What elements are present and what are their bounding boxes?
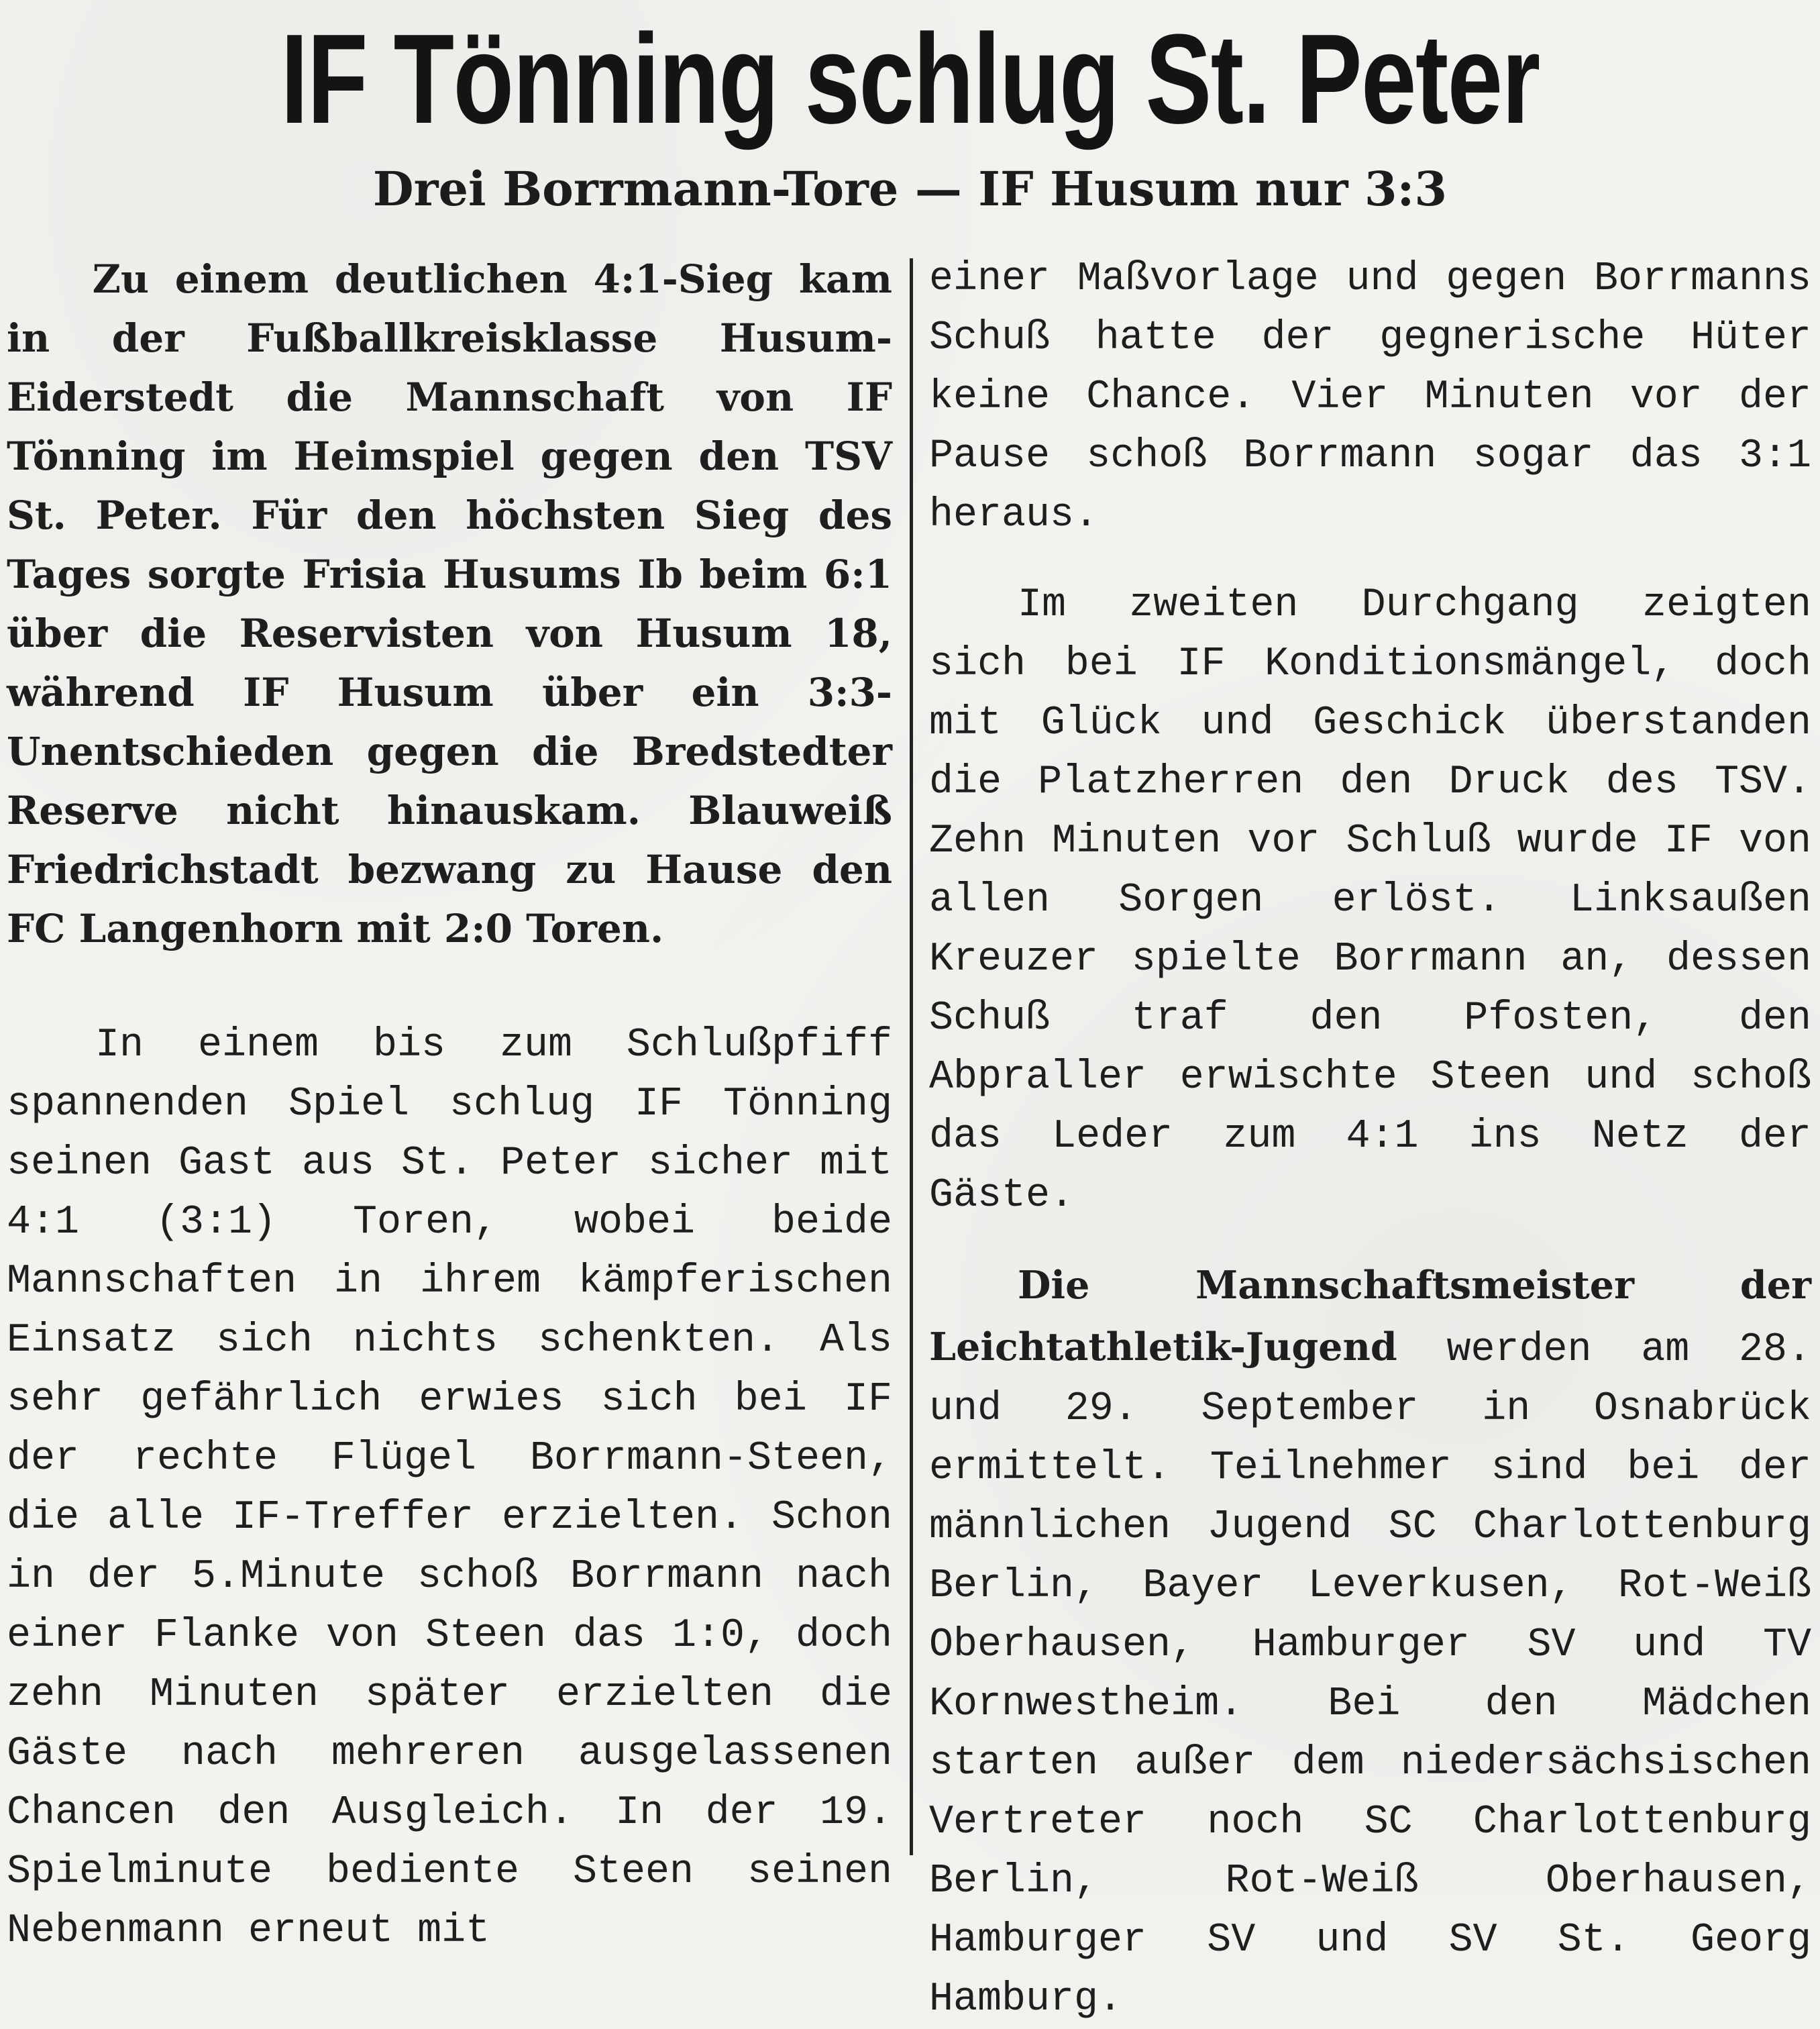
right-column [929,250,1811,2022]
right-paragraph-3 [929,1256,1811,2029]
right-paragraph-2: Im zweiten Durchgang zeigten sich bei IF Konditionsmängel, doch mit Glück und Geschick überstanden die Platzherren den Druck des TSV. Zehn Minuten vor Schluß wurde IF von allen Sorgen erlöst. Linksaußen Kreuzer spielte Borrmann an, dessen Schuß traf den Pfosten, den Abpraller erwischte Steen und schoß das Leder zum 4:1 ins Netz der Gäste. [929,582,1811,1218]
left-paragraph-1: Zu einem deutlichen 4:1-Sieg kam in der Fußballkreisklasse Husum-Eiderstedt die Mannschaft von IF Tönning im Heimspiel gegen den TSV St. Peter. Für den höchsten Sieg des Tages sorgte Frisia Husums Ib beim 6:1 über die Reservisten von Husum 18, während IF Husum über ein 3:3-Unentschieden gegen die Bredstedter Reserve nicht hinauskam. Blauweiß Friedrichstadt bezwang zu Hause den FC Langenhorn mit 2:0 Toren. [7,256,892,951]
right-paragraph-3-body: werden am 28. und 29. September in Osnabrück ermittelt. Teilnehmer sind bei der männlichen Jugend SC Charlottenburg Berlin, Bayer Leverkusen, Rot-Weiß Oberhausen, Hamburger SV und TV Kornwestheim. Bei den Mädchen starten außer dem niedersächsischen Vertreter noch SC Charlottenburg Berlin, Rot-Weiß Oberhausen, Hamburger SV und SV St. Georg Hamburg. [929,1327,1811,2022]
right-paragraph-3-lead: Die Mannschaftsmeister der Leichtathletik-Jugend [929,1263,1811,1369]
column-divider [910,258,913,1855]
subheadline: Drei Borrmann-Tore — IF Husum nur 3:3 [372,161,1448,217]
headline: IF Tönning schlug St. Peter [280,8,1540,150]
right-paragraph-1: einer Maßvorlage und gegen Borrmanns Schuß hatte der gegnerische Hüter keine Chance. Vier Minuten vor der Pause schoß Borrmann sogar das 3:1 heraus. [929,256,1811,538]
left-column [7,250,892,1954]
left-paragraph-2: In einem bis zum Schlußpfiff spannenden Spiel schlug IF Tönning seinen Gast aus St. Peter sicher mit 4:1 (3:1) Toren, wobei beide Mannschaften in ihrem kämpferischen Einsatz sich nichts schenkten. Als sehr gefährlich erwies sich bei IF der rechte Flügel Borrmann-Steen, die alle IF-Treffer erzielten. Schon in der 5.Minute schoß Borrmann nach einer Flanke von Steen das 1:0, doch zehn Minuten später erzielten die Gäste nach mehreren ausgelassenen Chancen den Ausgleich. In der 19. Spielminute bediente Steen seinen Nebenmann erneut mit [7,1023,892,1954]
